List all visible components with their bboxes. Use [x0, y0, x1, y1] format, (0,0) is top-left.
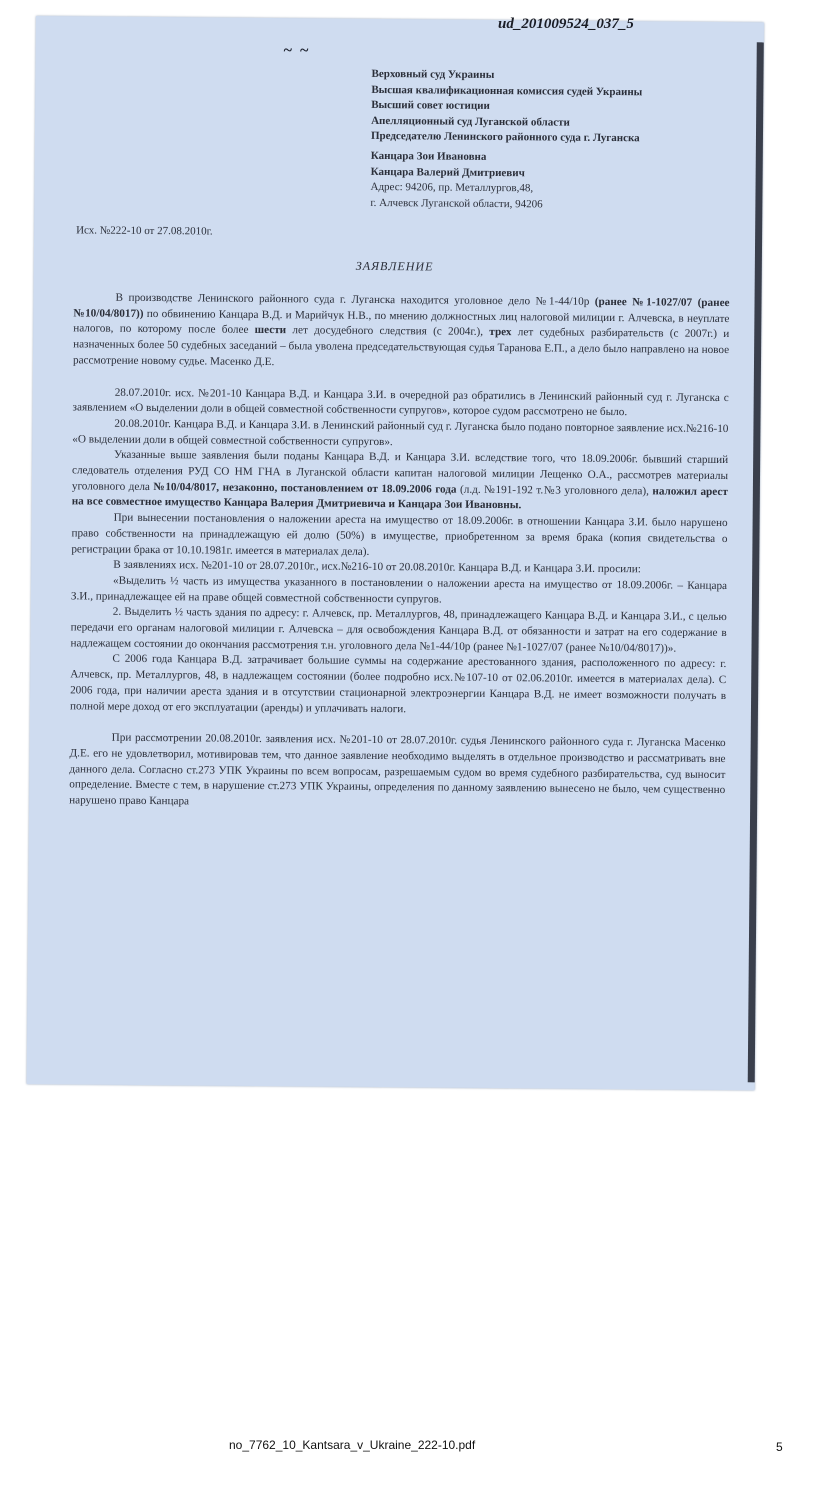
text-run: В производстве Ленинского районного суда г. Луганска находится уголовное дело №1-44/10р	[115, 291, 595, 308]
paragraph: 28.07.2010г. исх. №201-10 Канцара В.Д. и Канцара З.И. в очередной раз обратились в Ленинский районный суд г. Луганска с заявлением «О выделении доли в общей совместной собственности супругов», которое судом рассмотрено не было.	[72, 386, 729, 419]
sender-address: г. Алчевск Луганской области, 94206	[370, 196, 543, 211]
header-marks: ~ ~	[283, 42, 311, 60]
sender-name: Канцара Зои Ивановна	[370, 149, 487, 163]
text-run: №10/04/8017, незаконно, постановлением от 18.09.2006 года	[153, 480, 457, 496]
text-run: Указанные выше заявления были поданы Канцара В.Д. и Канцара З.И. вследствие того, что 18.09.2006г. бывший старший следователь отделения РУД СО НМ ГНА в Луганской области капитан налоговой милиции Лещенко О.А., рассмотрев материалы уголовного дела	[71, 449, 729, 493]
paragraph: 2. Выделить ½ часть здания по адресу: г. Алчевск, пр. Металлургов, 48, принадлежащего Канцара В.Д. и Канцара З.И., с целью передачи его органам налоговой милиции г. Алчевска – для освобождения Канцара В.Д. от обязанности и затрат на его содержание в надлежащем состоянии до окончания рассмотрения т.н. уголовного дела №1-44/10р (ранее №1-1027/07 (ранее №10/04/8017))».	[70, 606, 727, 655]
text-run: по обвинению Канцара В.Д. и Марийчук Н.В., по мнению должностных лиц налоговой милиции г. Алчевска, в неуплате налогов, по которому после более	[73, 307, 730, 337]
text-run: шести	[254, 324, 287, 337]
document-body	[69, 290, 730, 815]
paragraph	[72, 448, 729, 517]
paragraph: В заявлениях исх. №201-10 от 28.07.2010г., исх.№216-10 от 20.08.2010г. Канцара В.Д. и Канцара З.И. просили:	[113, 558, 641, 576]
scanned-page	[27, 16, 764, 1090]
recipient-line: Высший совет юстиции	[371, 99, 490, 113]
recipient-line: Верховный суд Украины	[371, 67, 495, 82]
recipient-line: Председателю Ленинского районного суда г. Луганска	[370, 130, 640, 145]
document-id-stamp: ud_201009524_037_5	[498, 16, 634, 32]
page-number: 5	[776, 1440, 783, 1454]
recipient-line: Высшая квалификационная комиссия судей Украины	[371, 83, 643, 98]
paragraph: При рассмотрении 20.08.2010г. заявления исх. №201-10 от 28.07.2010г. судья Ленинского районного суда г. Луганска Масенко Д.Е. его не удовлетворил, мотивировав тем, что данное заявление необходимо выделять в отдельное производство и рассматривать вне данного дела. Согласно ст.273 УПК Украины по всем вопросам, разрешаемым судом во время судебного разбирательства, суд выносит определение. Вместе с тем, в нарушение ст.273 УПК Украины, определения по данному заявлению вынесено не было, чем существенно нарушено право Канцара	[69, 731, 726, 808]
text-run: (ранее №1-1027/07 (ранее №10/04/8017))	[73, 295, 730, 320]
footer-filename: no_7762_10_Kantsara_v_Ukraine_222-10.pdf	[229, 1438, 476, 1452]
recipient-line: Апелляционный суд Луганской области	[371, 114, 570, 129]
text-run: лет судебных разбирательств (с 2007г.) и назначенных более 50 судебных заседаний – была уволена председательствующая судья Таранова Е.П., а дело было направлено на новое рассмотрение новому судье. Масенко Д.Е.	[72, 326, 730, 368]
document-title: ЗАЯВЛЕНИЕ	[355, 258, 434, 274]
text-run: (л.д. №191-192 т.№3 уголовного дела),	[456, 483, 653, 498]
paragraph	[73, 290, 730, 374]
outgoing-reference: Исх. №222-10 от 27.08.2010г.	[76, 224, 213, 238]
sender-name: Канцара Валерий Дмитриевич	[370, 165, 525, 179]
paragraph: «Выделить ½ часть из имущества указанного в постановлении о наложении ареста на имущество от 18.09.2006г. – Канцара З.И., принадлежащее ей на праве общей совместной собственности супругов.	[70, 574, 728, 606]
sender-block	[370, 149, 751, 215]
sender-address: Адрес: 94206, пр. Металлургов,48,	[370, 181, 534, 195]
recipients-block	[371, 67, 752, 148]
paragraph: 20.08.2010г. Канцара В.Д. и Канцара З.И. в Ленинский районный суд г. Луганска было подано повторное заявление исх.№216-10 «О выделении доли в общей совместной собственности супругов».	[72, 417, 729, 448]
paragraph: С 2006 года Канцара В.Д. затрачивает большие суммы на содержание арестованного здания, расположенного по адресу: г. Алчевск, пр. Металлургов, 48, в надлежащем состоянии (более подробно исх.№107-10 от 02.06.2010г. имеется в материалах дела). С 2006 года, при наличии ареста здания и в отсутствии стационарной электроэнергии Канцара В.Д. не имеет возможности получать в полной мере доход от его эксплуатации (аренды) и уплачивать налоги.	[69, 653, 727, 715]
text-run: лет досудебного следствия (с 2004г.),	[286, 324, 490, 339]
paragraph: При вынесении постановления о наложении ареста на имущество от 18.09.2006г. в отношении Канцара З.И. было нарушено право собственности на принадлежащую ей долю (50%) в имуществе, приобретенном за время брака (копия свидетельства о регистрации брака от 10.10.1981г. имеется в материалах дела).	[71, 511, 728, 558]
text-run: трех	[489, 326, 512, 339]
text-run: наложил арест на все совместное имущество Канцара Валерия Дмитриевича и Канцара Зои Ивановны.	[71, 485, 728, 512]
